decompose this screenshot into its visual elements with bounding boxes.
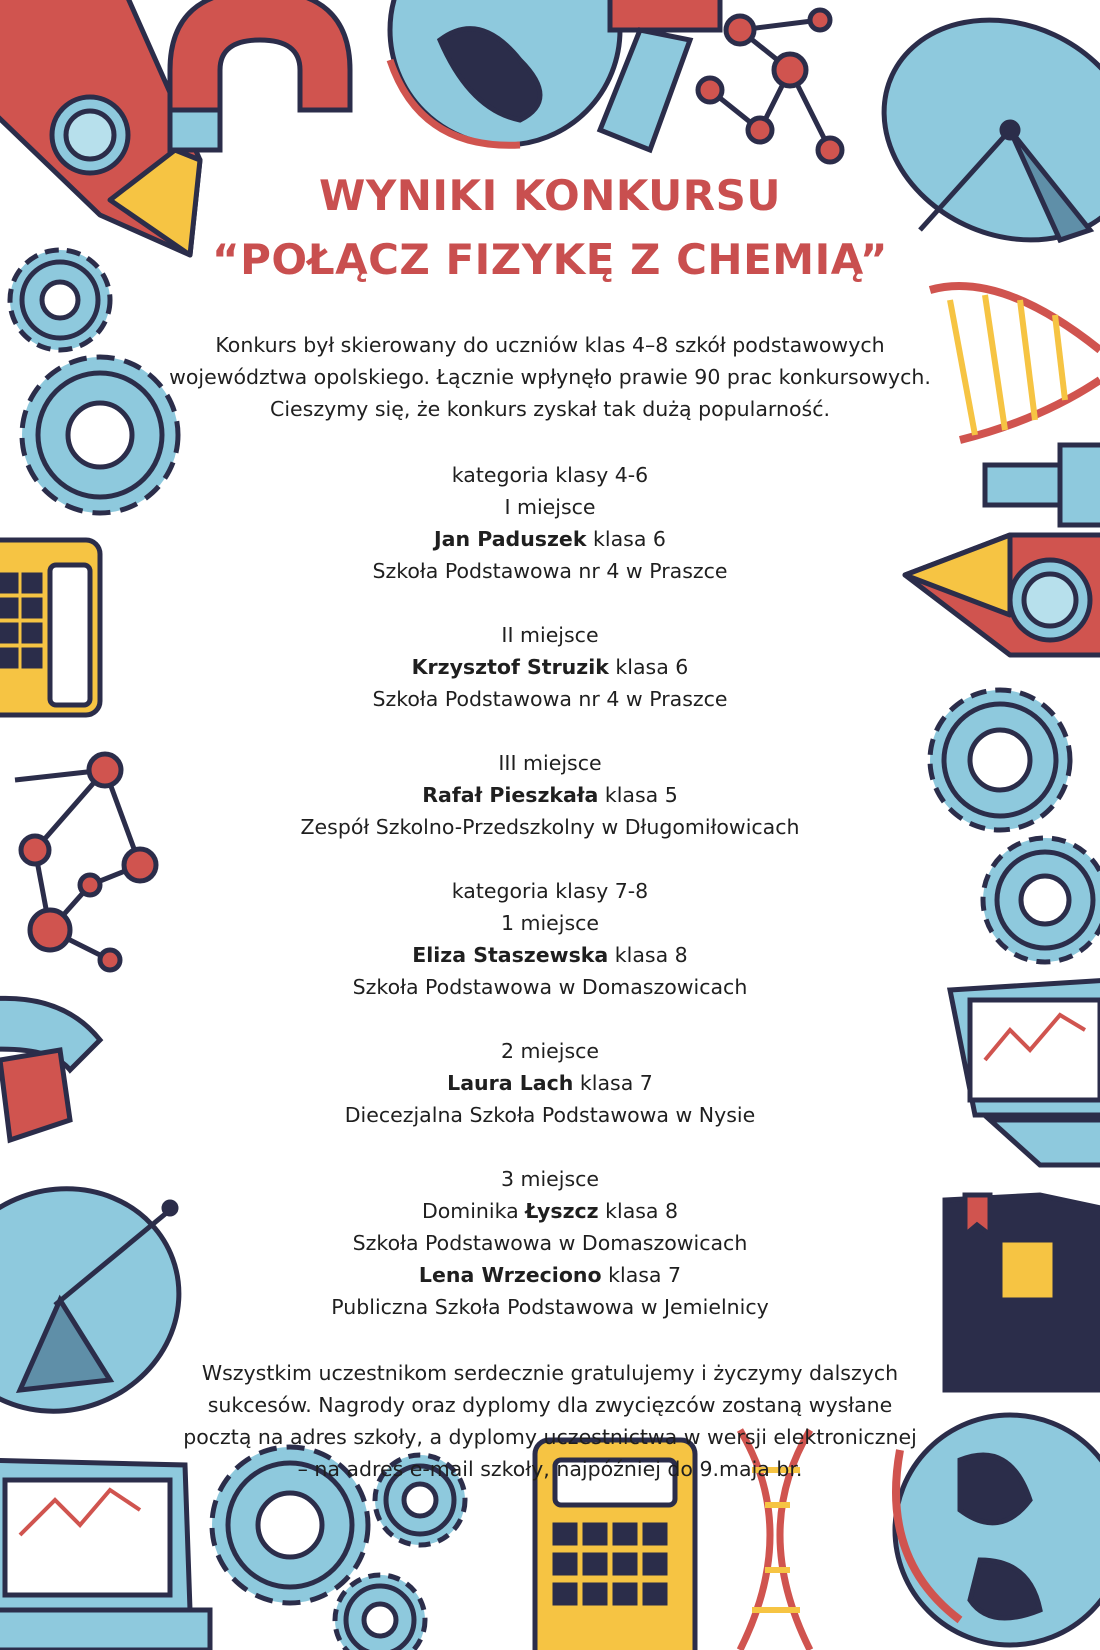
winner-school: Publiczna Szkoła Podstawowa w Jemielnicy	[331, 1295, 769, 1319]
winner-class: klasa 8	[614, 943, 688, 967]
winner-name: Krzysztof Struzik	[411, 655, 609, 679]
intro-line: Konkurs był skierowany do uczniów klas 4–8 szkół podstawowych	[215, 333, 885, 357]
molecule-icon	[698, 10, 842, 162]
page-title: WYNIKI KONKURSU	[319, 171, 781, 220]
closing-line: sukcesów. Nagrody oraz dyplomy dla zwycięzców zostaną wysłane	[207, 1393, 893, 1417]
winner-line	[150, 1195, 950, 1227]
intro-line: Cieszymy się, że konkurs zyskał tak dużą popularność.	[270, 397, 830, 421]
gear-icon	[983, 838, 1100, 962]
place-label: III miejsce	[498, 751, 602, 775]
magnet-icon	[170, 0, 350, 150]
book-icon	[945, 1195, 1100, 1390]
place-label: II miejsce	[501, 623, 599, 647]
winner-line	[150, 779, 950, 811]
magnet-icon	[0, 998, 100, 1140]
molecule-icon	[15, 754, 156, 970]
winner-class: klasa 7	[608, 1263, 682, 1287]
winner-first-name: Dominika	[421, 1199, 519, 1223]
winner-school: Szkoła Podstawowa w Domaszowicach	[352, 1231, 748, 1255]
test-tube-icon	[985, 445, 1100, 525]
closing-paragraph	[150, 1357, 950, 1485]
winner-name: Eliza Staszewska	[412, 943, 609, 967]
winner-line	[150, 651, 950, 683]
closing-line: Wszystkim uczestnikom serdecznie gratulujemy i życzymy dalszych	[201, 1361, 899, 1385]
flask-icon	[600, 0, 720, 150]
winner-class: klasa 7	[579, 1071, 653, 1095]
winner-name: Laura Lach	[447, 1071, 574, 1095]
winner-school: Diecezjalna Szkoła Podstawowa w Nysie	[344, 1103, 756, 1127]
laptop-icon	[0, 1460, 210, 1650]
winner-name: Rafał Pieszkała	[422, 783, 599, 807]
gear-icon	[335, 1575, 425, 1650]
closing-line: – na adres e-mail szkoły, najpóźniej do 9.maja br.	[297, 1457, 803, 1481]
dna-icon	[930, 286, 1100, 440]
gear-icon	[930, 690, 1070, 830]
laptop-icon	[950, 980, 1100, 1165]
intro-paragraph	[150, 329, 950, 425]
place-label: I miejsce	[504, 495, 596, 519]
winner-class: klasa 6	[593, 527, 666, 551]
winner-line	[150, 939, 950, 971]
winner-school: Szkoła Podstawowa w Domaszowicach	[352, 975, 748, 999]
winner-line	[150, 1259, 950, 1291]
place-label: 1 miejsce	[500, 911, 600, 935]
place-label: 3 miejsce	[500, 1167, 600, 1191]
results-list	[150, 459, 950, 1323]
winner-line	[150, 1067, 950, 1099]
calculator-icon	[0, 540, 100, 715]
winner-school: Szkoła Podstawowa nr 4 w Praszce	[372, 559, 728, 583]
winner-class: klasa 5	[604, 783, 678, 807]
winner-class: klasa 6	[615, 655, 689, 679]
winner-school: Zespół Szkolno-Przedszkolny w Długomiłowicach	[300, 815, 800, 839]
winner-name: Jan Paduszek	[434, 527, 587, 551]
winner-line	[150, 523, 950, 555]
intro-line: województwa opolskiego. Łącznie wpłynęło prawie 90 prac konkursowych.	[169, 365, 931, 389]
closing-line: pocztą na adres szkoły, a dyplomy uczestnictwa w wersji elektronicznej	[183, 1425, 917, 1449]
winner-class: klasa 8	[605, 1199, 679, 1223]
category-heading: kategoria klasy 7-8	[451, 879, 649, 903]
page-subtitle: “POŁĄCZ FIZYKĘ Z CHEMIĄ”	[212, 235, 888, 284]
winner-name: Lena Wrzeciono	[418, 1263, 602, 1287]
place-label: 2 miejsce	[500, 1039, 600, 1063]
category-heading: kategoria klasy 4-6	[451, 463, 649, 487]
winner-name: Łyszcz	[525, 1199, 599, 1223]
winner-school: Szkoła Podstawowa nr 4 w Praszce	[372, 687, 728, 711]
globe-icon	[390, 0, 620, 145]
